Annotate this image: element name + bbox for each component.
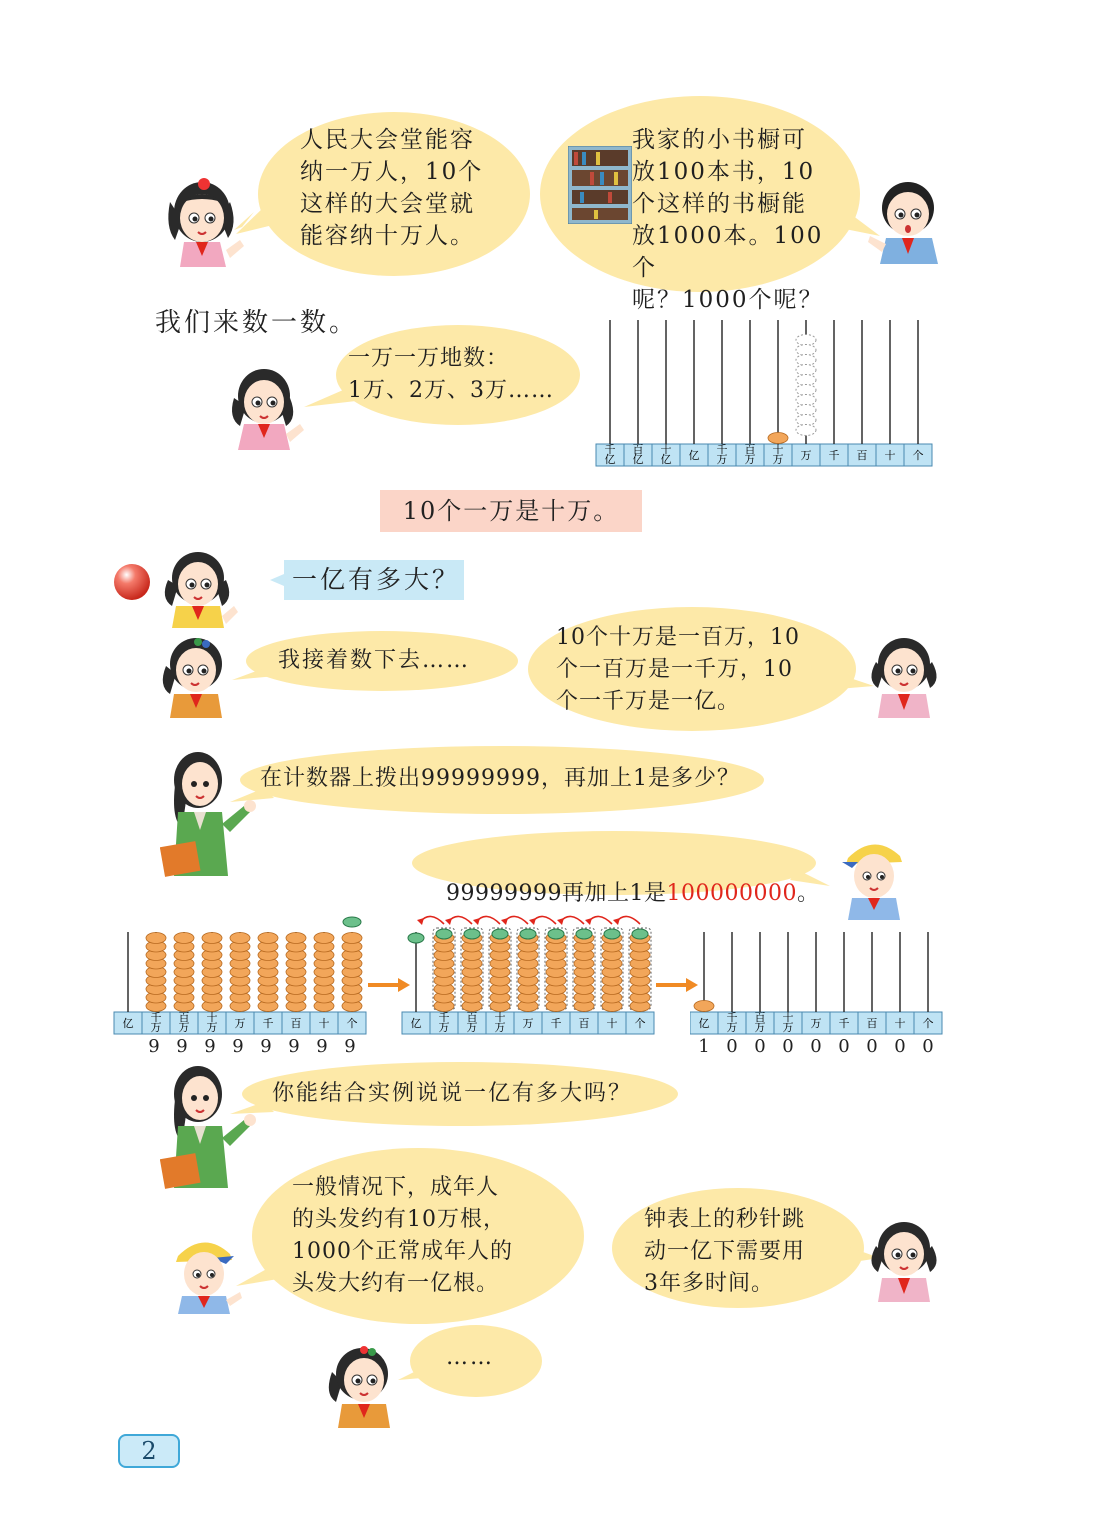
carry-arrowhead: [445, 918, 452, 925]
speech-bubble-boy-answer: [410, 830, 830, 906]
carry-bead: [436, 929, 452, 939]
bubble-text: 我家的小书橱可 放100本书，10 个这样的书橱能 放1000本。100个 呢？1000个呢？: [632, 127, 824, 313]
place-value-label: 个: [922, 1017, 934, 1030]
place-value-label: 万: [800, 449, 812, 462]
counter-digits-99999999: [112, 1036, 364, 1057]
bubble-text: 一般情况下，成年人 的头发约有10万根， 1000个正常成年人的 头发大约有一亿根。: [292, 1175, 513, 1296]
section-ball-icon: [112, 562, 152, 606]
speech-bubble-clock: [610, 1186, 880, 1310]
place-value-label: 十: [894, 1017, 906, 1030]
bead: [694, 1001, 714, 1012]
place-value-label: 十万: [782, 1011, 794, 1034]
bead: [342, 933, 362, 944]
carry-bead: [576, 929, 592, 939]
bead: [202, 933, 222, 944]
girl-character: [324, 1342, 404, 1432]
place-value-label: 个: [912, 449, 924, 462]
digit: 9: [232, 1036, 244, 1057]
place-value-label: 千万: [438, 1011, 450, 1034]
bead: [796, 425, 816, 436]
bead: [768, 433, 788, 444]
girl-character: [160, 546, 240, 632]
bead: [796, 415, 816, 426]
digit: 9: [344, 1036, 356, 1057]
digit: 0: [838, 1036, 850, 1057]
bead: [796, 355, 816, 366]
carry-arrow: [532, 916, 556, 924]
place-value-label: 亿: [688, 449, 700, 462]
digit: 0: [726, 1036, 738, 1057]
girl-character: [866, 1216, 946, 1306]
lets-count-text: 我们来数一数。: [155, 308, 359, 338]
bead: [796, 385, 816, 396]
carry-arrow: [560, 916, 584, 924]
digit: 9: [260, 1036, 272, 1057]
bead: [146, 933, 166, 944]
counter-digits-100000000: [690, 1036, 942, 1057]
digit: 0: [810, 1036, 822, 1057]
place-value-label: 千: [550, 1017, 562, 1030]
carry-arrowhead: [613, 918, 620, 925]
place-value-label: 千亿: [604, 443, 616, 466]
bubble-text: 10个十万是一百万，10 个一百万是一千万，10 个一千万是一亿。: [556, 625, 800, 714]
digit: 1: [698, 1036, 710, 1057]
digit: 9: [288, 1036, 300, 1057]
place-value-label: 亿: [410, 1017, 422, 1030]
section-title: 一亿有多大？: [291, 565, 460, 594]
carry-arrow: [588, 916, 612, 924]
carry-arrowhead: [473, 918, 480, 925]
boy-character: [866, 174, 946, 268]
carry-arrow: [448, 916, 472, 924]
carry-bead: [548, 929, 564, 939]
carry-arrowhead: [557, 918, 564, 925]
conclusion-text: 10个一万是十万。: [402, 497, 620, 525]
speech-bubble-hall: [232, 112, 532, 282]
digit: 0: [782, 1036, 794, 1057]
digit: 9: [204, 1036, 216, 1057]
bead: [796, 345, 816, 356]
place-value-label: 万: [810, 1017, 822, 1030]
speech-bubble-continue: [230, 630, 520, 692]
digit: 0: [922, 1036, 934, 1057]
speech-bubble-million: [524, 606, 874, 732]
digit: [112, 1036, 140, 1057]
abacus-counter-carry: [400, 908, 660, 1041]
place-value-label: 百: [856, 449, 868, 462]
speech-bubble-hair: [236, 1146, 586, 1326]
place-value-label: 十: [884, 449, 896, 462]
conclusion-box: [380, 490, 642, 532]
bubble-text: 人民大会堂能容 纳一万人，10个 这样的大会堂就 能容纳十万人。: [300, 127, 484, 249]
place-value-label: 十: [318, 1017, 330, 1030]
place-value-label: 百万: [178, 1011, 190, 1034]
girl-character: [226, 362, 306, 454]
bead: [796, 335, 816, 346]
place-value-label: 百: [290, 1017, 302, 1030]
bubble-text: 一万一万地数： 1万、2万、3万……: [348, 346, 554, 403]
added-bead: [343, 917, 361, 927]
bubble-text: ……: [446, 1345, 494, 1370]
place-value-label: 十万: [772, 443, 784, 466]
hundred-million-bead: [408, 933, 424, 943]
place-value-label: 个: [346, 1017, 358, 1030]
carry-bead: [492, 929, 508, 939]
place-value-label: 千: [828, 449, 840, 462]
place-value-label: 万: [234, 1017, 246, 1030]
place-value-label: 十: [606, 1017, 618, 1030]
place-value-label: 个: [634, 1017, 646, 1030]
bead: [796, 395, 816, 406]
carry-arrowhead: [585, 918, 592, 925]
place-value-label: 万: [522, 1017, 534, 1030]
boy-character: [838, 832, 908, 924]
carry-arrowhead: [501, 918, 508, 925]
place-value-label: 百亿: [632, 443, 644, 466]
carry-arrow: [616, 916, 640, 924]
abacus-counter-99999999: [112, 912, 372, 1041]
speech-bubble-count: [300, 325, 580, 425]
digit: 0: [754, 1036, 766, 1057]
digit: 9: [148, 1036, 160, 1057]
carry-arrow: [420, 916, 444, 924]
place-value-label: 百: [866, 1017, 878, 1030]
place-value-label: 亿: [698, 1017, 710, 1030]
place-value-label: 千: [262, 1017, 274, 1030]
girl-character: [158, 632, 238, 722]
answer-value: 100000000: [666, 881, 797, 906]
carry-arrowhead: [417, 918, 424, 925]
place-value-label: 千万: [150, 1011, 162, 1034]
bead: [258, 933, 278, 944]
carry-arrow: [476, 916, 500, 924]
place-value-label: 亿: [122, 1017, 134, 1030]
bubble-text: 钟表上的秒针跳 动一亿下需要用 3年多时间。: [644, 1207, 806, 1296]
carry-arrowhead: [529, 918, 536, 925]
digit: 0: [894, 1036, 906, 1057]
carry-bead: [632, 929, 648, 939]
page-number: 2: [118, 1434, 180, 1468]
place-value-label: 千: [838, 1017, 850, 1030]
bookshelf-image: [568, 146, 632, 228]
carry-bead: [464, 929, 480, 939]
speech-bubble-teacher-q2: [230, 1060, 680, 1128]
place-value-label: 百: [578, 1017, 590, 1030]
digit: 9: [176, 1036, 188, 1057]
digit: 0: [866, 1036, 878, 1057]
bubble-text: [446, 846, 826, 910]
digit: 9: [316, 1036, 328, 1057]
place-value-label: 百万: [754, 1011, 766, 1034]
bead: [230, 933, 250, 944]
girl-character: [866, 632, 946, 722]
section-title-box: [270, 560, 464, 600]
bubble-text: 我接着数下去……: [278, 648, 471, 673]
abacus-counter-ten-thousand: [594, 318, 939, 472]
place-value-label: 千万: [716, 443, 728, 466]
speech-bubble-dots: [398, 1324, 548, 1398]
carry-bead: [520, 929, 536, 939]
answer-suffix: 。: [796, 881, 820, 906]
bead: [796, 365, 816, 376]
abacus-counter-100000000: [690, 912, 945, 1041]
place-value-label: 十万: [494, 1011, 506, 1034]
speech-bubble-teacher-q1: [230, 744, 766, 816]
place-value-label: 百万: [744, 443, 756, 466]
bead: [286, 933, 306, 944]
carry-arrow: [504, 916, 528, 924]
place-value-label: 十亿: [660, 443, 672, 466]
bubble-text: 你能结合实例说说一亿有多大吗？: [272, 1081, 633, 1106]
answer-prefix: 99999999再加上1是: [446, 881, 667, 906]
place-value-label: 十万: [206, 1011, 218, 1034]
place-value-label: 千万: [726, 1011, 738, 1034]
bead: [796, 375, 816, 386]
boy-character: [168, 1228, 243, 1318]
place-value-label: 百万: [466, 1011, 478, 1034]
bead: [314, 933, 334, 944]
bead: [174, 933, 194, 944]
bead: [796, 405, 816, 416]
carry-bead: [604, 929, 620, 939]
bubble-text: 在计数器上拨出99999999，再加上1是多少？: [260, 766, 740, 791]
